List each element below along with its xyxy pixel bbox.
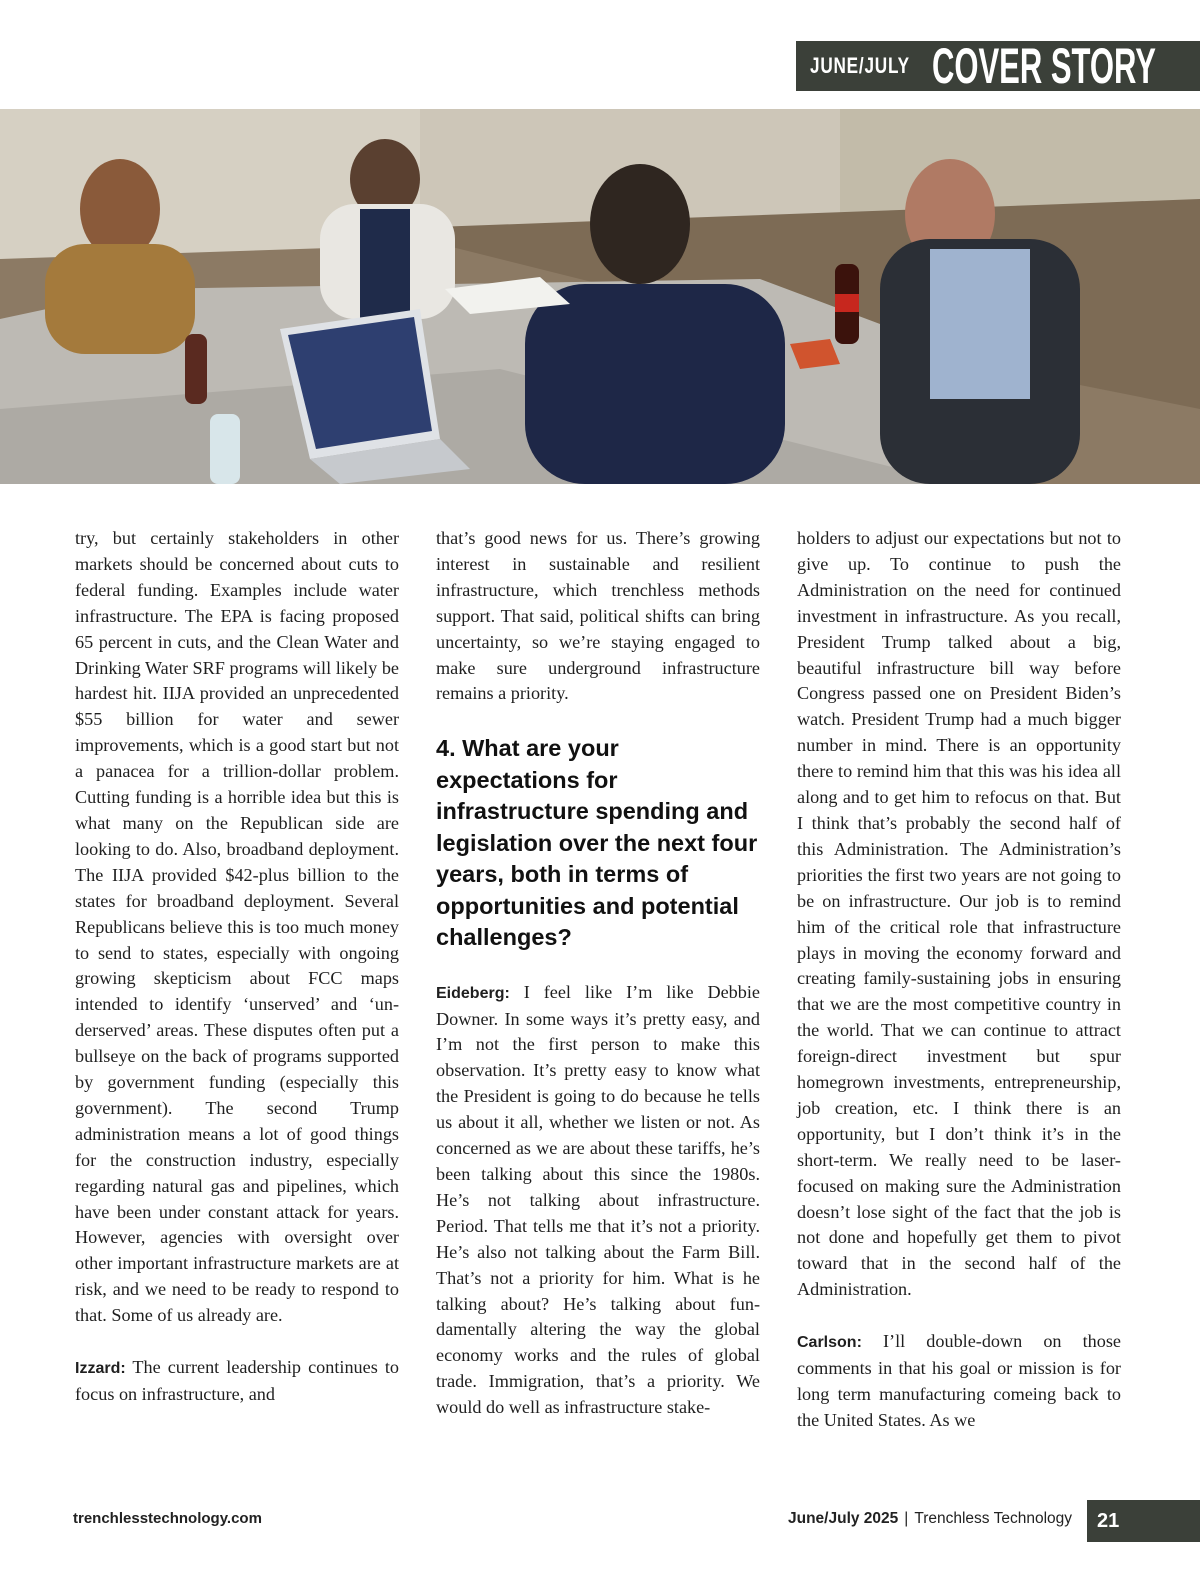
text-column-1 bbox=[75, 526, 399, 1408]
speaker-name: Carlson: bbox=[797, 1334, 862, 1352]
text-column-2 bbox=[436, 526, 760, 1421]
meeting-photo-icon bbox=[0, 109, 1200, 484]
paragraph-text: I feel like I’m like Debbie Downer. In some ways it’s pretty easy, and I’m not the first person to make this observation. It’s pretty easy to know what the President is going to do because he tells us about it all, whether we listen or not. As concerned as we are about these tariffs, he’s been talking about this since the 1980s. He’s not talking about infrastructure. Period. That tells me that it’s not a priority. He’s also not talking about the Farm Bill. That’s not a priority for him. What is he talking about? He’s talking about fundamentally altering the way the global economy works and the rules of global trade. Immigration, that’s a priority. We would do well as infrastructure stake- bbox=[436, 981, 760, 1418]
section-banner bbox=[796, 38, 1200, 94]
website-link[interactable]: trenchlesstechnology.com bbox=[73, 1510, 262, 1527]
issue-label: JUNE/JULY bbox=[810, 53, 910, 78]
page-number: 21 bbox=[1087, 1500, 1200, 1542]
footer-publication-info bbox=[788, 1510, 1072, 1528]
publication-name: Trenchless Technology bbox=[914, 1510, 1072, 1527]
speaker-name: Izzard: bbox=[75, 1359, 126, 1377]
paragraph-text: The current leadership continues to focus on infrastructure, and bbox=[75, 1356, 399, 1404]
paragraph bbox=[436, 980, 760, 1421]
paragraph: try, but certainly stakeholders in other markets should be concerned about cuts to federal funding. Examples include water infrastructure. The EPA is facing proposed 65 percent in cuts, and the Clean Water and Drinking Water SRF programs will likely be hardest hit. IIJA provided an unprecedented $55 billion for water and sewer improvements, which is a good start but not a panacea for a trillion-dollar problem. Cutting funding is a horrible idea but this is what many on the Republican side are looking to do. Also, broadband deployment. The IIJA provided $42-plus billion to the states for broadband deployment. Several Republicans believe this is too much money to send to states, especially with ongoing growing skepticism about FCC maps intended to identify ‘unserved’ and ‘underserved’ areas. These disputes often put a bullseye on the back of programs supported by government funding (especially this government). The second Trump administration means a lot of good things for the construction industry, especially regarding natural gas and pipelines, which have been under constant attack for years. However, agencies with oversight over other important infrastructure markets are at risk, and we need to be ready to respond to that. Some of us already are. bbox=[75, 528, 399, 1326]
issue-date: June/July 2025 bbox=[788, 1510, 899, 1527]
section-title: COVER STORY bbox=[932, 38, 1156, 94]
meeting-photo bbox=[0, 109, 1200, 484]
paragraph-text: I’ll double-down on those comments in that his goal or mission is for long term manufacturing comeing back to the United States. As we bbox=[797, 1331, 1121, 1430]
text-column-3 bbox=[797, 526, 1121, 1434]
speaker-name: Eideberg: bbox=[436, 984, 510, 1002]
paragraph: that’s good news for us. There’s growing interest in sustainable and resilient infrastructure, which trenchless methods support. That said, political shifts can bring uncertainty, so we’re staying engaged to make sure underground infrastructure remains a priority. bbox=[436, 528, 760, 704]
paragraph bbox=[75, 1355, 399, 1408]
paragraph bbox=[797, 1329, 1121, 1434]
separator: | bbox=[904, 1510, 909, 1527]
interview-question: 4. What are your expectations for infrastructure spending and legislation over the next four years, both in terms of opportunities and potential challenges? bbox=[436, 735, 758, 951]
paragraph: holders to adjust our expectations but not to give up. To continue to push the Administration on the need for continued investment in infrastructure. As you recall, President Trump talked about a big, beautiful infrastructure bill way before Congress passed one on President Biden’s watch. President Trump had a much bigger number in mind. There is an opportunity there to remind him that this was his idea all along and to get him to refocus on that. But I think that’s probably the second half of this Administration. The Administration’s priorities the first two years are not going to be on infrastructure. Our job is to remind him of the critical role that infrastructure plays in moving the economy forward and creating family-sustaining jobs in ensuring that we are the most competitive country in the world. That we can continue to attract foreign-direct investment but spur homegrown investments, entrepreneurship, job creation, etc. I think there is an opportunity, but I don’t think it’s in the short-term. We really need to be laser-focused on making sure the Administration doesn’t lose sight of the fact that the job is not done and hopefully get them to pivot toward that in the second half of the Administration. bbox=[797, 528, 1121, 1300]
